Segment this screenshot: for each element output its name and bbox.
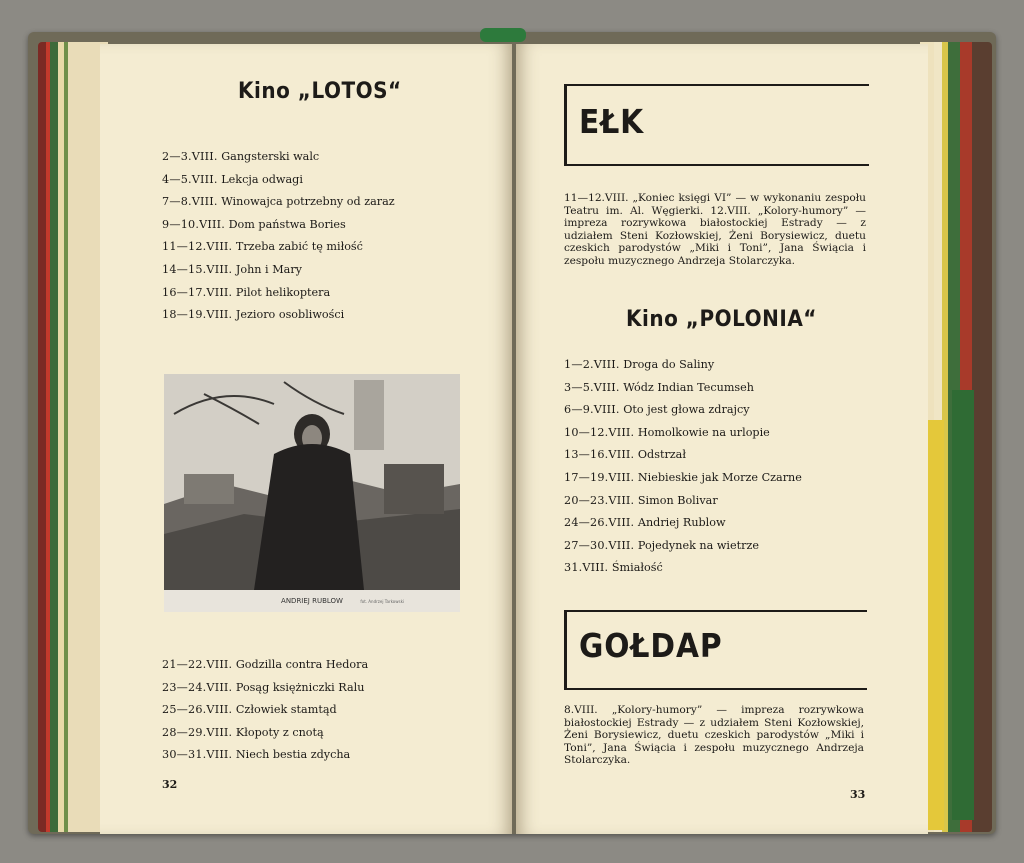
film-still-image: [164, 374, 460, 590]
lotos-schedule-top: [162, 146, 395, 327]
left-page: [100, 44, 512, 834]
list-item: 10—12.VIII. Homolkowie na urlopie: [564, 425, 770, 439]
polonia-schedule: [564, 354, 802, 580]
list-item: 30—31.VIII. Niech bestia zdycha: [162, 748, 351, 762]
list-item: 2—3.VIII. Gangsterski walc: [162, 150, 320, 163]
list-item: 14—15.VIII. John i Mary: [162, 262, 302, 276]
lotos-schedule-bottom: [162, 654, 368, 767]
right-page: [516, 44, 928, 834]
goldap-events-text: 8.VIII. „Kolory-humory” — impreza rozrywkowa białostockiej Estrady — z udziałem Steni Kozłowskiej, Żeni Borysiewicz, duetu czeskich parodystów „Miki i Toni”, Jana Świącia i zespołu muzycznego Andrzeja Stolarczyka.: [564, 704, 864, 767]
page-number: 33: [850, 788, 866, 801]
list-item: 20—23.VIII. Simon Bolivar: [564, 493, 718, 507]
kino-lotos-heading: Kino „LOTOS“: [238, 76, 402, 104]
film-still-photo: [164, 374, 460, 612]
list-item: 17—19.VIII. Niebieskie jak Morze Czarne: [564, 470, 802, 484]
list-item: 18—19.VIII. Jezioro osobliwości: [162, 308, 345, 322]
yellow-index-tab: [928, 420, 944, 830]
list-item: 1—2.VIII. Droga do Saliny: [564, 358, 715, 371]
photo-signature: fot. Andrzej Tarkowski: [360, 599, 404, 604]
town-heading-box: [564, 84, 869, 166]
green-index-tab: [952, 390, 974, 820]
photo-caption: ANDRIEJ RUBLOW: [164, 590, 460, 612]
list-item: 4—5.VIII. Lekcja odwagi: [162, 172, 303, 186]
list-item: 16—17.VIII. Pilot helikoptera: [162, 285, 331, 299]
list-item: 9—10.VIII. Dom państwa Bories: [162, 217, 346, 231]
list-item: 3—5.VIII. Wódz Indian Tecumseh: [564, 380, 754, 394]
page-edges-left: [38, 42, 108, 832]
town-heading-box: [564, 610, 867, 690]
list-item: 21—22.VIII. Godzilla contra Hedora: [162, 658, 369, 671]
page-number: 32: [162, 778, 178, 791]
list-item: 7—8.VIII. Winowajca potrzebny od zaraz: [162, 195, 395, 209]
list-item: 13—16.VIII. Odstrzał: [564, 448, 686, 462]
list-item: 6—9.VIII. Oto jest głowa zdrajcy: [564, 403, 750, 417]
town-name-goldap: GOŁDAP: [579, 626, 723, 665]
list-item: 11—12.VIII. Trzeba zabić tę miłość: [162, 240, 363, 254]
town-name-elk: EŁK: [579, 102, 645, 141]
list-item: 27—30.VIII. Pojedynek na wietrze: [564, 538, 759, 552]
list-item: 24—26.VIII. Andriej Rublow: [564, 516, 726, 530]
list-item: 31.VIII. Śmiałość: [564, 561, 663, 575]
list-item: 28—29.VIII. Kłopoty z cnotą: [162, 725, 324, 739]
ribbon-bookmark: [480, 28, 526, 42]
list-item: 25—26.VIII. Człowiek stamtąd: [162, 703, 337, 717]
elk-events-text: 11—12.VIII. „Koniec księgi VI” — w wykonaniu zespołu Teatru im. Al. Węgierki. 12.VIII. „Kolory-humory” — impreza rozrywkowa białostockiej Estrady — z udziałem Steni Kozłowskiej, Żeni Borysiewicz, duetu czeskich parodystów „Miki i Toni”, Jana Świącia i zespołu muzycznego Andrzeja Stolarczyka.: [564, 192, 866, 267]
list-item: 23—24.VIII. Posąg księżniczki Ralu: [162, 680, 365, 694]
kino-polonia-heading: Kino „POLONIA“: [626, 304, 817, 332]
